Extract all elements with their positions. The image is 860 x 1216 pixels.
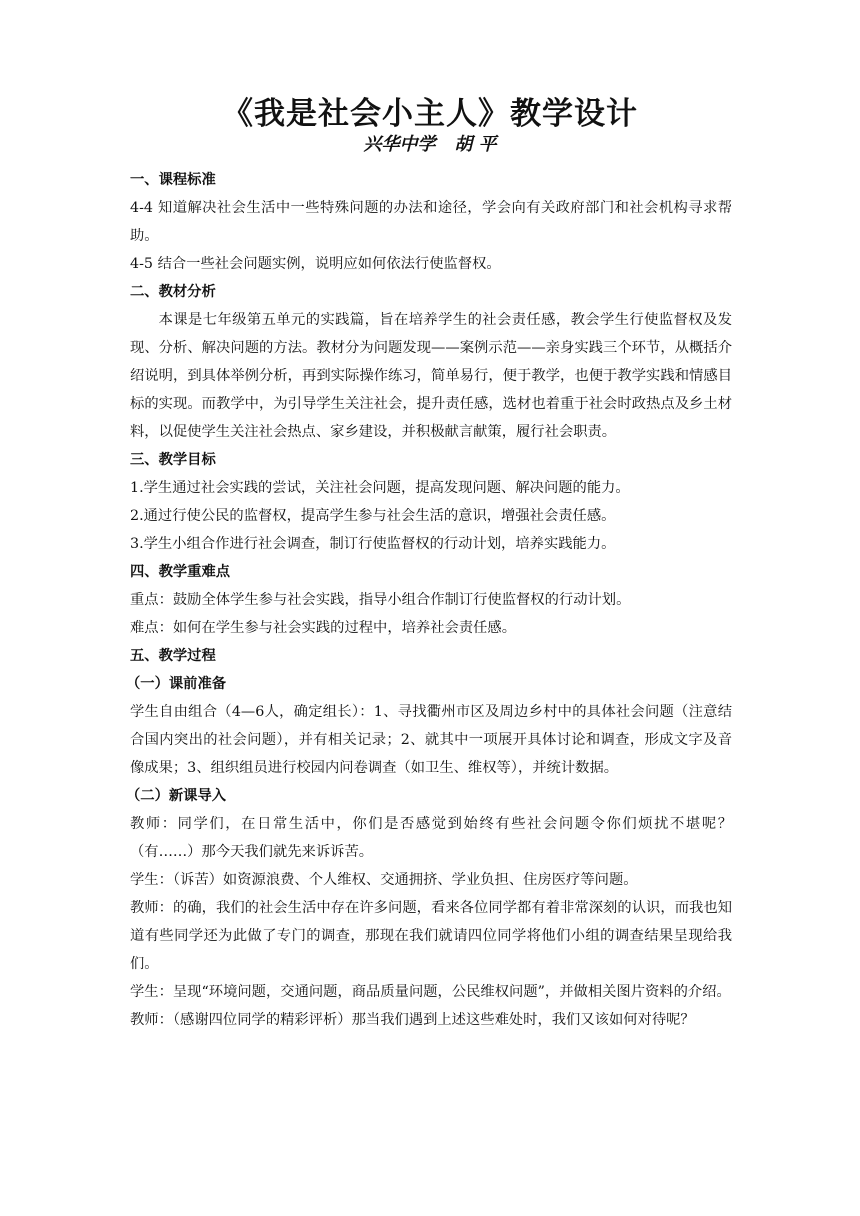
paragraph: 本课是七年级第五单元的实践篇，旨在培养学生的社会责任感，教会学生行使监督权及发现、分析、解决问题的方法。教材分为问题发现——案例示范——亲身实践三个环节，从概括介绍说明，到具体举例分析，再到实际操作练习，简单易行，便于教学，也便于教学实践和情感目标的实现。而教学中，为引导学生关注社会，提升责任感，选材也着重于社会时政热点及乡土材料，以促使学生关注社会热点、家乡建设，并积极献言献策，履行社会职责。 — [130, 312, 732, 440]
paragraph: 教师：（感谢四位同学的精彩评析）那当我们遇到上述这些难处时，我们又该如何对待呢？ — [130, 1012, 695, 1028]
section-heading: 三、教学目标 — [130, 452, 216, 468]
section-heading: 二、教材分析 — [130, 284, 216, 300]
document-body — [126, 170, 732, 1038]
paragraph: 学生：（诉苦）如资源浪费、个人维权、交通拥挤、学业负担、住房医疗等问题。 — [130, 872, 638, 888]
section-heading: 五、教学过程 — [130, 648, 216, 664]
paragraph: 难点：如何在学生参与社会实践的过程中，培养社会责任感。 — [130, 620, 517, 636]
paragraph: 学生自由组合（4—6人，确定组长）：1、寻找衢州市区及周边乡村中的具体社会问题（注意结合国内突出的社会问题），并有相关记录；2、就其中一项展开具体讨论和调查，形成文字及音像成果；3、组织组员进行校园内问卷调查（如卫生、维权等），并统计数据。 — [130, 704, 732, 776]
paragraph: 重点：鼓励全体学生参与社会实践，指导小组合作制订行使监督权的行动计划。 — [130, 592, 631, 608]
paragraph: 4-5 结合一些社会问题实例，说明应如何依法行使监督权。 — [130, 256, 501, 272]
section-heading: 四、教学重难点 — [130, 564, 231, 580]
paragraph: 3.学生小组合作进行社会调查，制订行使监督权的行动计划，培养实践能力。 — [130, 536, 616, 552]
paragraph: 4-4 知道解决社会生活中一些特殊问题的办法和途径，学会向有关政府部门和社会机构寻求帮助。 — [130, 200, 732, 244]
paragraph: 教师：同学们，在日常生活中，你们是否感觉到始终有些社会问题令你们烦扰不堪呢？（有……）那今天我们就先来诉诉苦。 — [130, 816, 732, 860]
document-title: 《我是社会小主人》教学设计 — [222, 96, 638, 132]
section-heading: 一、课程标准 — [130, 172, 216, 188]
paragraph: 学生：呈现“环境问题，交通问题，商品质量问题，公民维权问题”，并做相关图片资料的介绍。 — [130, 984, 731, 1000]
paragraph: 2.通过行使公民的监督权，提高学生参与社会生活的意识，增强社会责任感。 — [130, 508, 616, 524]
document-author: 兴华中学 胡 平 — [363, 134, 497, 155]
section-heading: （一）课前准备 — [126, 676, 227, 692]
paragraph: 1.学生通过社会实践的尝试，关注社会问题，提高发现问题、解决问题的能力。 — [130, 480, 630, 496]
section-heading: （二）新课导入 — [126, 788, 227, 804]
paragraph: 教师：的确，我们的社会生活中存在许多问题，看来各位同学都有着非常深刻的认识，而我也知道有些同学还为此做了专门的调查，那现在我们就请四位同学将他们小组的调查结果呈现给我们。 — [130, 900, 732, 972]
